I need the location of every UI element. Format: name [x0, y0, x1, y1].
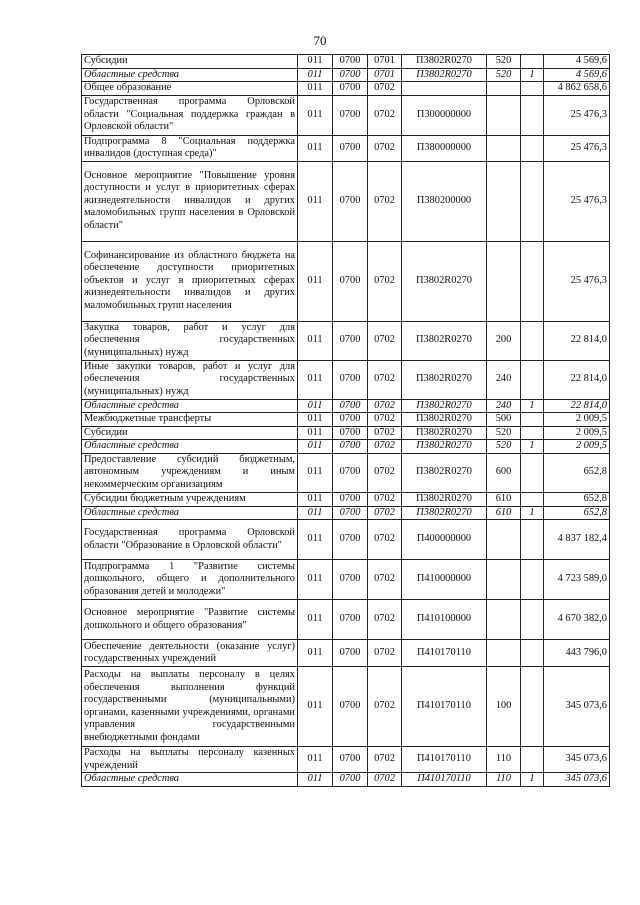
- table-row: [82, 68, 610, 82]
- funding-source-cell: [521, 82, 544, 96]
- amount-cell: 22 814,0: [544, 399, 610, 413]
- subsection-code-cell: 0702: [368, 600, 402, 640]
- expense-type-cell: 520: [487, 68, 521, 82]
- amount-cell: 4 670 382,0: [544, 600, 610, 640]
- grbs-code-cell: 011: [298, 520, 333, 560]
- table-row: [82, 667, 610, 747]
- grbs-code-cell: 011: [298, 360, 333, 399]
- subsection-code-cell: 0702: [368, 506, 402, 520]
- section-code-cell: 0700: [333, 321, 368, 360]
- amount-cell: 652,8: [544, 506, 610, 520]
- funding-source-cell: [521, 241, 544, 321]
- section-code-cell: 0700: [333, 82, 368, 96]
- section-code-cell: 0700: [333, 560, 368, 600]
- subsection-code-cell: 0702: [368, 773, 402, 787]
- target-article-cell: П410000000: [402, 560, 487, 600]
- table-row: [82, 95, 610, 135]
- expense-name-cell: Областные средства: [82, 773, 298, 787]
- funding-source-cell: [521, 453, 544, 492]
- target-article-cell: П400000000: [402, 520, 487, 560]
- section-code-cell: 0700: [333, 506, 368, 520]
- target-article-cell: П3802R0270: [402, 241, 487, 321]
- expense-type-cell: [487, 161, 521, 241]
- expense-name-cell: Субсидии: [82, 426, 298, 440]
- expense-type-cell: [487, 560, 521, 600]
- subsection-code-cell: 0702: [368, 360, 402, 399]
- expense-name-cell: Иные закупки товаров, работ и услуг для обеспечения государственных (муниципальных) нужд: [82, 360, 298, 399]
- subsection-code-cell: 0702: [368, 520, 402, 560]
- subsection-code-cell: 0702: [368, 241, 402, 321]
- amount-cell: 25 476,3: [544, 241, 610, 321]
- expense-type-cell: [487, 241, 521, 321]
- target-article-cell: П3802R0270: [402, 68, 487, 82]
- section-code-cell: 0700: [333, 492, 368, 506]
- expense-type-cell: [487, 640, 521, 667]
- expense-type-cell: [487, 82, 521, 96]
- table-row: [82, 453, 610, 492]
- amount-cell: 2 009,5: [544, 440, 610, 454]
- table-row: [82, 135, 610, 161]
- table-row: [82, 600, 610, 640]
- funding-source-cell: [521, 667, 544, 747]
- target-article-cell: П3802R0270: [402, 360, 487, 399]
- expense-type-cell: [487, 520, 521, 560]
- subsection-code-cell: 0702: [368, 453, 402, 492]
- target-article-cell: П3802R0270: [402, 453, 487, 492]
- expense-name-cell: Общее образование: [82, 82, 298, 96]
- expense-name-cell: Подпрограмма 8 "Социальная поддержка инвалидов (доступная среда)": [82, 135, 298, 161]
- table-row: [82, 360, 610, 399]
- target-article-cell: П3802R0270: [402, 321, 487, 360]
- funding-source-cell: [521, 747, 544, 773]
- section-code-cell: 0700: [333, 667, 368, 747]
- subsection-code-cell: 0702: [368, 413, 402, 427]
- subsection-code-cell: 0702: [368, 95, 402, 135]
- expense-name-cell: Государственная программа Орловской области "Социальная поддержка граждан в Орловской области": [82, 95, 298, 135]
- section-code-cell: 0700: [333, 135, 368, 161]
- expense-type-cell: 200: [487, 321, 521, 360]
- funding-source-cell: [521, 321, 544, 360]
- target-article-cell: П410170110: [402, 667, 487, 747]
- table-row: [82, 440, 610, 454]
- expense-name-cell: Обеспечение деятельности (оказание услуг) государственных учреждений: [82, 640, 298, 667]
- amount-cell: 25 476,3: [544, 95, 610, 135]
- subsection-code-cell: 0702: [368, 747, 402, 773]
- grbs-code-cell: 011: [298, 560, 333, 600]
- amount-cell: 2 009,5: [544, 413, 610, 427]
- table-row: [82, 747, 610, 773]
- funding-source-cell: 1: [521, 399, 544, 413]
- table-row: [82, 506, 610, 520]
- grbs-code-cell: 011: [298, 161, 333, 241]
- table-row: [82, 241, 610, 321]
- grbs-code-cell: 011: [298, 773, 333, 787]
- amount-cell: 345 073,6: [544, 667, 610, 747]
- expense-type-cell: 600: [487, 453, 521, 492]
- funding-source-cell: [521, 95, 544, 135]
- expense-type-cell: 240: [487, 399, 521, 413]
- subsection-code-cell: 0702: [368, 560, 402, 600]
- subsection-code-cell: 0702: [368, 135, 402, 161]
- expense-type-cell: 610: [487, 506, 521, 520]
- expense-name-cell: Областные средства: [82, 399, 298, 413]
- grbs-code-cell: 011: [298, 453, 333, 492]
- target-article-cell: П3802R0270: [402, 399, 487, 413]
- subsection-code-cell: 0702: [368, 640, 402, 667]
- expense-type-cell: 100: [487, 667, 521, 747]
- expense-name-cell: Областные средства: [82, 440, 298, 454]
- grbs-code-cell: 011: [298, 82, 333, 96]
- table-row: [82, 399, 610, 413]
- funding-source-cell: [521, 360, 544, 399]
- target-article-cell: П3802R0270: [402, 440, 487, 454]
- target-article-cell: П3802R0270: [402, 426, 487, 440]
- section-code-cell: 0700: [333, 773, 368, 787]
- expense-type-cell: 110: [487, 773, 521, 787]
- section-code-cell: 0700: [333, 453, 368, 492]
- section-code-cell: 0700: [333, 241, 368, 321]
- grbs-code-cell: 011: [298, 68, 333, 82]
- target-article-cell: П380200000: [402, 161, 487, 241]
- amount-cell: 25 476,3: [544, 161, 610, 241]
- funding-source-cell: [521, 520, 544, 560]
- section-code-cell: 0700: [333, 413, 368, 427]
- table-row: [82, 55, 610, 69]
- target-article-cell: П3802R0270: [402, 492, 487, 506]
- section-code-cell: 0700: [333, 747, 368, 773]
- expense-type-cell: [487, 600, 521, 640]
- amount-cell: 25 476,3: [544, 135, 610, 161]
- amount-cell: 2 009,5: [544, 426, 610, 440]
- amount-cell: 345 073,6: [544, 773, 610, 787]
- expense-type-cell: 500: [487, 413, 521, 427]
- expense-type-cell: 520: [487, 426, 521, 440]
- section-code-cell: 0700: [333, 600, 368, 640]
- grbs-code-cell: 011: [298, 413, 333, 427]
- expense-type-cell: 110: [487, 747, 521, 773]
- table-row: [82, 492, 610, 506]
- subsection-code-cell: 0702: [368, 82, 402, 96]
- amount-cell: 345 073,6: [544, 747, 610, 773]
- target-article-cell: П300000000: [402, 95, 487, 135]
- amount-cell: 443 796,0: [544, 640, 610, 667]
- grbs-code-cell: 011: [298, 241, 333, 321]
- expense-type-cell: 520: [487, 440, 521, 454]
- budget-table-body: [82, 55, 610, 787]
- target-article-cell: [402, 82, 487, 96]
- target-article-cell: П410100000: [402, 600, 487, 640]
- section-code-cell: 0700: [333, 360, 368, 399]
- grbs-code-cell: 011: [298, 55, 333, 69]
- grbs-code-cell: 011: [298, 440, 333, 454]
- expense-name-cell: Расходы на выплаты персоналу в целях обеспечения выполнения функций государственными (муниципальными) органами, казенными учреждениями, органами управления государственными внебюджетными фондами: [82, 667, 298, 747]
- grbs-code-cell: 011: [298, 600, 333, 640]
- expense-name-cell: Основное мероприятие "Повышение уровня доступности и услуг в приоритетных сферах жизнедеятельности инвалидов и других маломобильных групп населения в Орловской области": [82, 161, 298, 241]
- expense-name-cell: Расходы на выплаты персоналу казенных учреждений: [82, 747, 298, 773]
- subsection-code-cell: 0702: [368, 321, 402, 360]
- amount-cell: 652,8: [544, 492, 610, 506]
- section-code-cell: 0700: [333, 399, 368, 413]
- grbs-code-cell: 011: [298, 640, 333, 667]
- target-article-cell: П3802R0270: [402, 506, 487, 520]
- grbs-code-cell: 011: [298, 95, 333, 135]
- table-row: [82, 520, 610, 560]
- funding-source-cell: 1: [521, 773, 544, 787]
- table-row: [82, 773, 610, 787]
- section-code-cell: 0700: [333, 55, 368, 69]
- target-article-cell: П410170110: [402, 747, 487, 773]
- grbs-code-cell: 011: [298, 492, 333, 506]
- expense-type-cell: [487, 135, 521, 161]
- expense-name-cell: Межбюджетные трансферты: [82, 413, 298, 427]
- expense-name-cell: Софинансирование из областного бюджета на обеспечение доступности приоритетных объектов и услуг в приоритетных сферах жизнедеятельности инвалидов и других маломобильных групп населения: [82, 241, 298, 321]
- amount-cell: 22 814,0: [544, 321, 610, 360]
- target-article-cell: П3802R0270: [402, 55, 487, 69]
- target-article-cell: П410170110: [402, 773, 487, 787]
- amount-cell: 4 837 182,4: [544, 520, 610, 560]
- target-article-cell: П410170110: [402, 640, 487, 667]
- funding-source-cell: [521, 492, 544, 506]
- funding-source-cell: [521, 413, 544, 427]
- section-code-cell: 0700: [333, 95, 368, 135]
- expense-name-cell: Закупка товаров, работ и услуг для обеспечения государственных (муниципальных) нужд: [82, 321, 298, 360]
- expense-type-cell: 240: [487, 360, 521, 399]
- expense-name-cell: Подпрограмма 1 "Развитие системы дошкольного, общего и дополнительного образования детей и молодежи": [82, 560, 298, 600]
- table-row: [82, 560, 610, 600]
- grbs-code-cell: 011: [298, 426, 333, 440]
- funding-source-cell: [521, 55, 544, 69]
- section-code-cell: 0700: [333, 161, 368, 241]
- subsection-code-cell: 0701: [368, 68, 402, 82]
- table-row: [82, 640, 610, 667]
- expense-name-cell: Субсидии бюджетным учреждениям: [82, 492, 298, 506]
- expense-name-cell: Государственная программа Орловской области "Образование в Орловской области": [82, 520, 298, 560]
- expense-name-cell: Основное мероприятие "Развитие системы дошкольного и общего образования": [82, 600, 298, 640]
- table-row: [82, 161, 610, 241]
- funding-source-cell: [521, 426, 544, 440]
- expense-name-cell: Субсидии: [82, 55, 298, 69]
- subsection-code-cell: 0702: [368, 667, 402, 747]
- subsection-code-cell: 0702: [368, 440, 402, 454]
- target-article-cell: П380000000: [402, 135, 487, 161]
- table-row: [82, 426, 610, 440]
- funding-source-cell: 1: [521, 506, 544, 520]
- subsection-code-cell: 0702: [368, 399, 402, 413]
- amount-cell: 22 814,0: [544, 360, 610, 399]
- amount-cell: 4 569,6: [544, 55, 610, 69]
- section-code-cell: 0700: [333, 640, 368, 667]
- funding-source-cell: [521, 600, 544, 640]
- amount-cell: 652,8: [544, 453, 610, 492]
- expense-name-cell: Областные средства: [82, 68, 298, 82]
- subsection-code-cell: 0702: [368, 426, 402, 440]
- amount-cell: 4 723 589,0: [544, 560, 610, 600]
- funding-source-cell: [521, 560, 544, 600]
- grbs-code-cell: 011: [298, 747, 333, 773]
- section-code-cell: 0700: [333, 520, 368, 560]
- expense-type-cell: 520: [487, 55, 521, 69]
- target-article-cell: П3802R0270: [402, 413, 487, 427]
- expense-type-cell: 610: [487, 492, 521, 506]
- funding-source-cell: [521, 640, 544, 667]
- grbs-code-cell: 011: [298, 506, 333, 520]
- expense-name-cell: Предоставление субсидий бюджетным, автономным учреждениям и иным некоммерческим организациям: [82, 453, 298, 492]
- funding-source-cell: 1: [521, 440, 544, 454]
- subsection-code-cell: 0701: [368, 55, 402, 69]
- table-row: [82, 321, 610, 360]
- amount-cell: 4 862 658,6: [544, 82, 610, 96]
- grbs-code-cell: 011: [298, 321, 333, 360]
- subsection-code-cell: 0702: [368, 161, 402, 241]
- grbs-code-cell: 011: [298, 399, 333, 413]
- grbs-code-cell: 011: [298, 667, 333, 747]
- budget-table: [81, 54, 610, 787]
- grbs-code-cell: 011: [298, 135, 333, 161]
- expense-name-cell: Областные средства: [82, 506, 298, 520]
- amount-cell: 4 569,6: [544, 68, 610, 82]
- section-code-cell: 0700: [333, 68, 368, 82]
- expense-type-cell: [487, 95, 521, 135]
- section-code-cell: 0700: [333, 440, 368, 454]
- table-row: [82, 82, 610, 96]
- funding-source-cell: [521, 161, 544, 241]
- funding-source-cell: 1: [521, 68, 544, 82]
- subsection-code-cell: 0702: [368, 492, 402, 506]
- table-row: [82, 413, 610, 427]
- page-number: 70: [313, 33, 327, 48]
- funding-source-cell: [521, 135, 544, 161]
- section-code-cell: 0700: [333, 426, 368, 440]
